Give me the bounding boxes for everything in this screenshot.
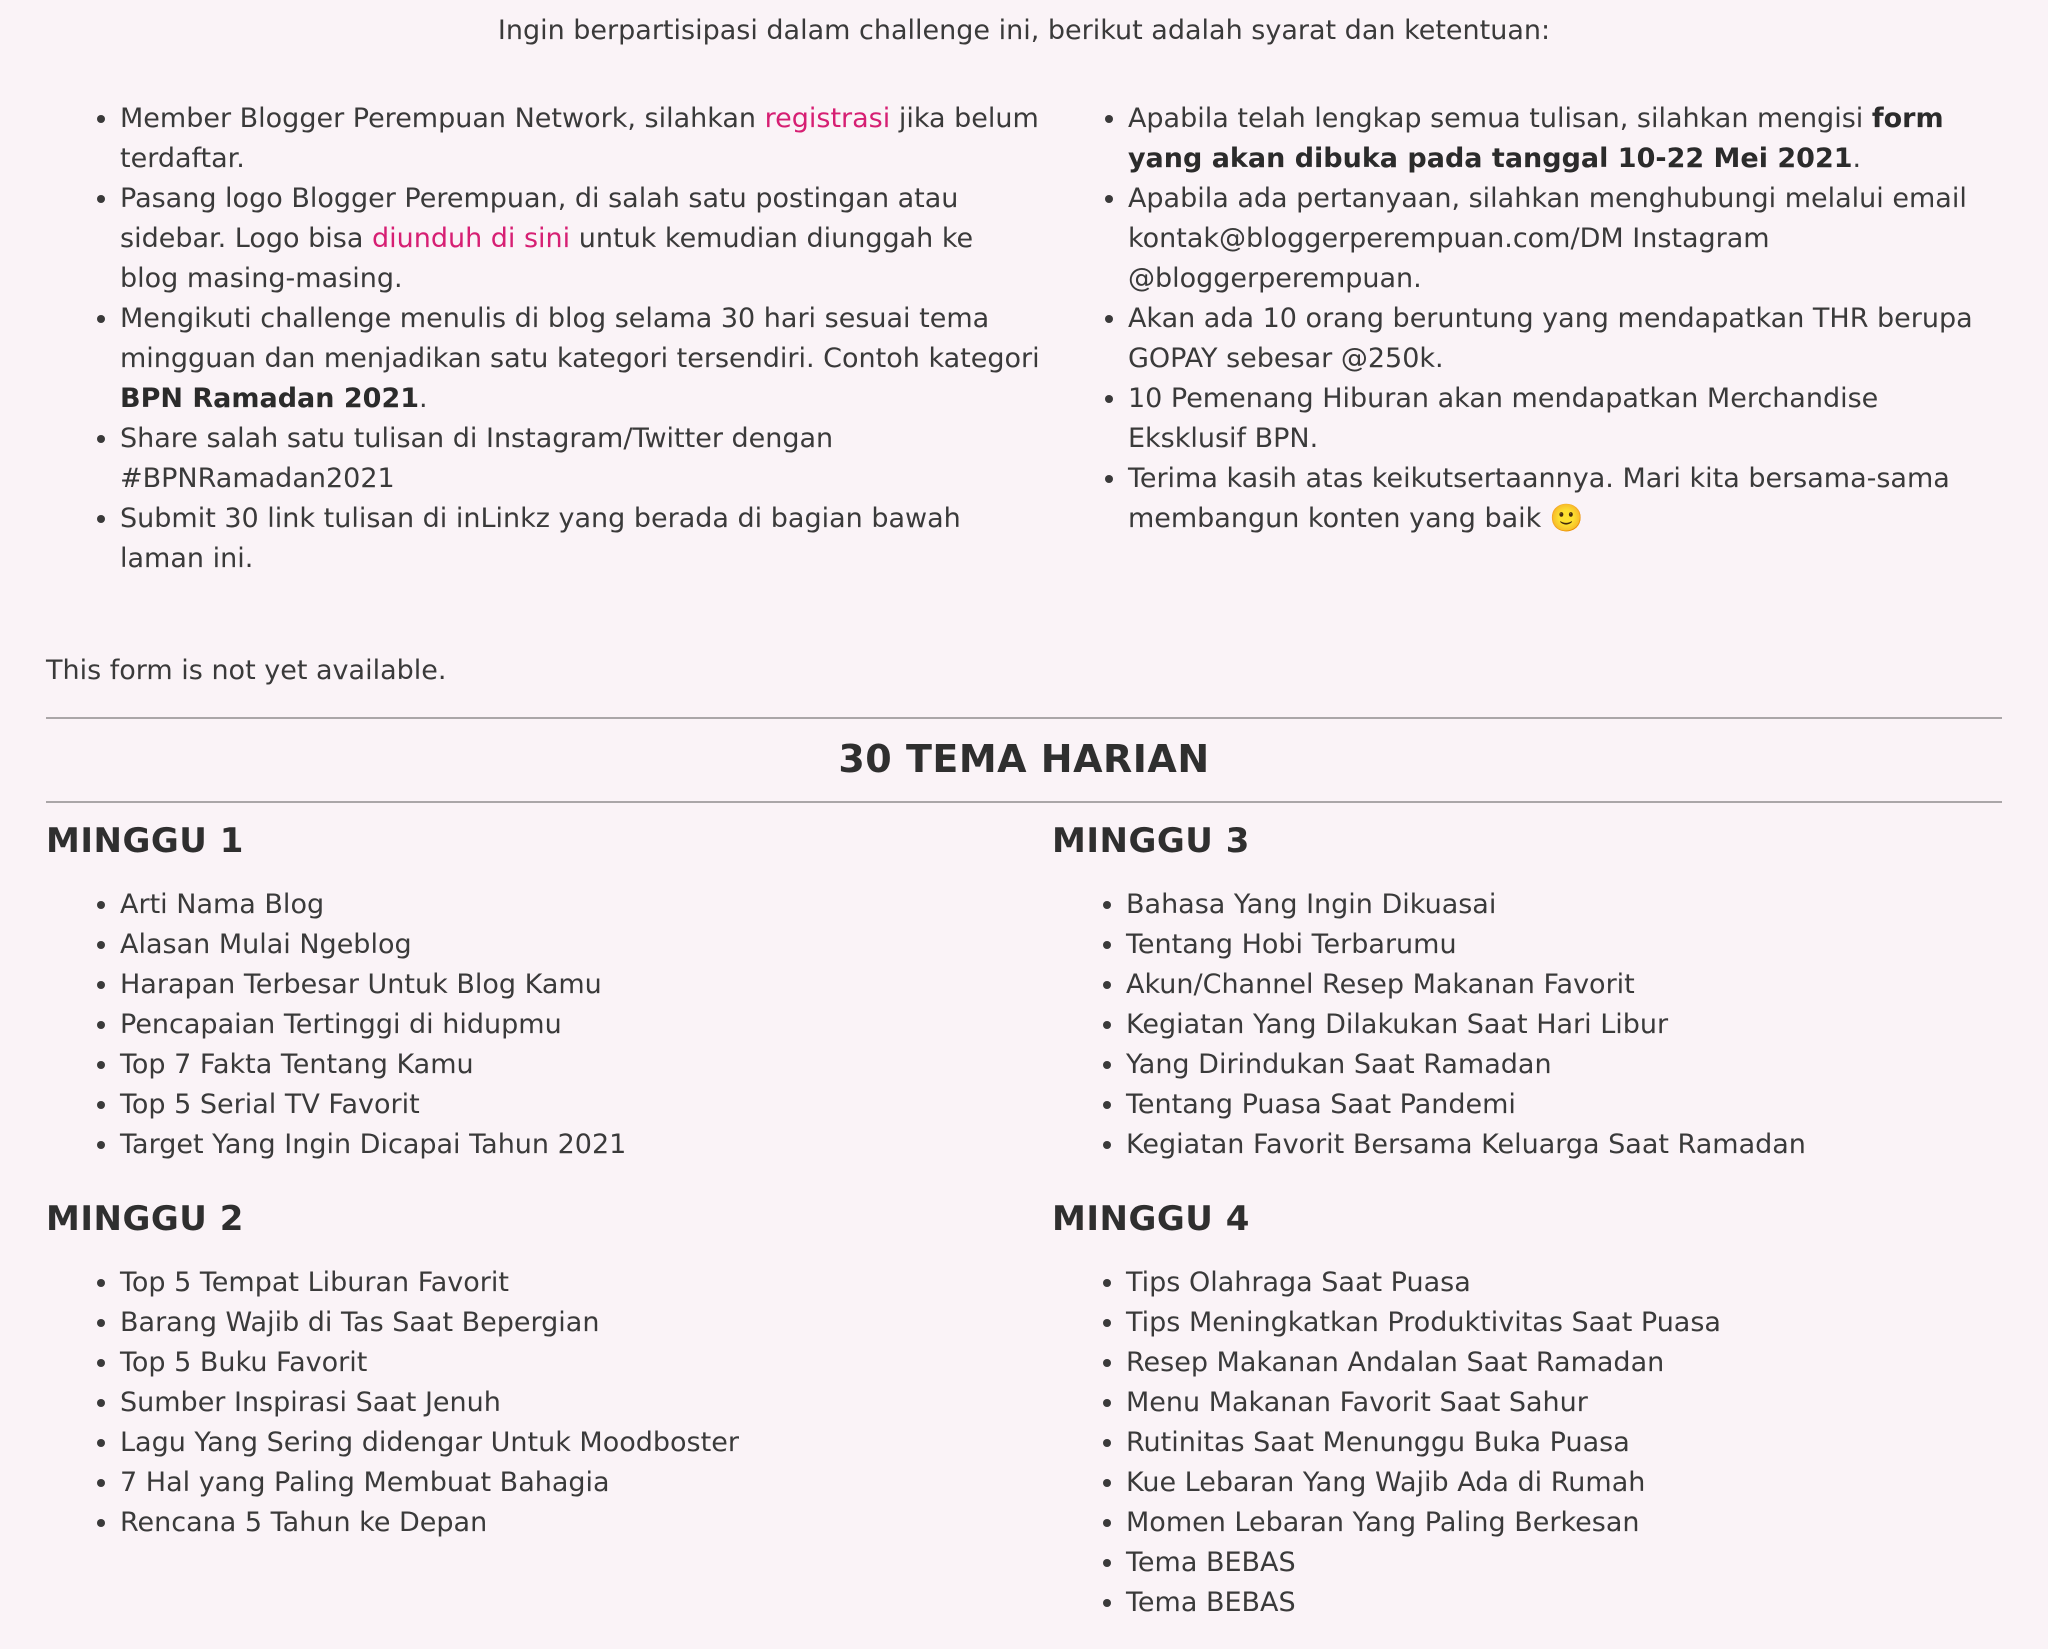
list-item: • Resep Makanan Andalan Saat Ramadan — [1126, 1343, 2002, 1383]
rule-membership: • Member Blogger Perempuan Network, silahkan registrasi jika belum terdaftar. — [120, 99, 1054, 179]
week-2-list — [46, 1263, 1052, 1543]
list-item: • Momen Lebaran Yang Paling Berkesan — [1126, 1503, 2002, 1543]
rule-share: • Share salah satu tulisan di Instagram/Twitter dengan #BPNRamadan2021 — [120, 419, 1054, 499]
list-item: • Tema BEBAS — [1126, 1543, 2002, 1583]
rule-prize-merchandise: • 10 Pemenang Hiburan akan mendapatkan Merchandise Eksklusif BPN. — [1128, 379, 2002, 459]
list-item: • Tentang Puasa Saat Pandemi — [1126, 1085, 2002, 1125]
list-item: • Rencana 5 Tahun ke Depan — [120, 1503, 1052, 1543]
list-item: • Top 5 Buku Favorit — [120, 1343, 1052, 1383]
rule-contact: • Apabila ada pertanyaan, silahkan menghubungi melalui email kontak@bloggerperempuan.com/DM Instagram @bloggerperempuan. — [1128, 179, 2002, 299]
weeks-left-column — [46, 817, 1052, 1623]
week-2 — [46, 1195, 1052, 1543]
week-2-title: MINGGU 2 — [46, 1199, 244, 1239]
list-item: • Tema BEBAS — [1126, 1583, 2002, 1623]
week-4 — [1052, 1195, 2002, 1623]
rule-thanks: • Terima kasih atas keikutsertaannya. Mari kita bersama-sama membangun konten yang baik 🙂 — [1128, 459, 2002, 539]
list-item: • Harapan Terbesar Untuk Blog Kamu — [120, 965, 1052, 1005]
list-item: • Arti Nama Blog — [120, 885, 1052, 925]
list-item: • Top 5 Tempat Liburan Favorit — [120, 1263, 1052, 1303]
week-1 — [46, 817, 1052, 1165]
list-item: • Sumber Inspirasi Saat Jenuh — [120, 1383, 1052, 1423]
list-item: • Tips Olahraga Saat Puasa — [1126, 1263, 2002, 1303]
week-1-list — [46, 885, 1052, 1165]
week-4-list — [1052, 1263, 2002, 1623]
form-date: form yang akan dibuka pada tanggal 10-22 Mei 2021 — [1127, 103, 1944, 174]
registration-link[interactable]: registrasi — [764, 103, 891, 134]
rules-right-list — [1054, 99, 2002, 539]
week-3-list — [1052, 885, 2002, 1165]
rules-left-column — [46, 99, 1054, 579]
list-item: • Barang Wajib di Tas Saat Bepergian — [120, 1303, 1052, 1343]
rule-form: • Apabila telah lengkap semua tulisan, silahkan mengisi form yang akan dibuka pada tanggal 10-22 Mei 2021. — [1128, 99, 2002, 179]
intro-text: Ingin berpartisipasi dalam challenge ini, berikut adalah syarat dan ketentuan: — [497, 15, 1551, 46]
smile-emoji-icon: 🙂 — [1549, 503, 1584, 534]
list-item: • Pencapaian Tertinggi di hidupmu — [120, 1005, 1052, 1045]
list-item: • Yang Dirindukan Saat Ramadan — [1126, 1045, 2002, 1085]
section-title: 30 TEMA HARIAN — [838, 737, 1210, 781]
download-logo-link[interactable]: diunduh di sini — [371, 223, 571, 254]
list-item: • Bahasa Yang Ingin Dikuasai — [1126, 885, 2002, 925]
rule-challenge: • Mengikuti challenge menulis di blog selama 30 hari sesuai tema mingguan dan menjadikan satu kategori tersendiri. Contoh kategori BPN Ramadan 2021. — [120, 299, 1054, 419]
divider-bottom — [46, 801, 2002, 803]
rules-section — [46, 99, 2002, 579]
week-4-title: MINGGU 4 — [1052, 1199, 1250, 1239]
list-item: • Top 7 Fakta Tentang Kamu — [120, 1045, 1052, 1085]
list-item: • Rutinitas Saat Menunggu Buka Puasa — [1126, 1423, 2002, 1463]
weeks-section — [46, 817, 2002, 1623]
list-item: • Top 5 Serial TV Favorit — [120, 1085, 1052, 1125]
list-item: • Alasan Mulai Ngeblog — [120, 925, 1052, 965]
week-1-title: MINGGU 1 — [46, 821, 244, 861]
weeks-right-column — [1052, 817, 2002, 1623]
rules-right-column — [1054, 99, 2002, 579]
week-3 — [1052, 817, 2002, 1165]
list-item: • Kegiatan Yang Dilakukan Saat Hari Libur — [1126, 1005, 2002, 1045]
rule-prize-thr: • Akan ada 10 orang beruntung yang mendapatkan THR berupa GOPAY sebesar @250k. — [1128, 299, 2002, 379]
divider-top — [46, 717, 2002, 719]
list-item: • Menu Makanan Favorit Saat Sahur — [1126, 1383, 2002, 1423]
list-item: • Kegiatan Favorit Bersama Keluarga Saat Ramadan — [1126, 1125, 2002, 1165]
list-item: • Akun/Channel Resep Makanan Favorit — [1126, 965, 2002, 1005]
rules-left-list — [46, 99, 1054, 579]
week-3-title: MINGGU 3 — [1052, 821, 1250, 861]
form-unavailable-note: This form is not yet available. — [46, 655, 447, 686]
list-item: • Target Yang Ingin Dicapai Tahun 2021 — [120, 1125, 1052, 1165]
rule-logo: • Pasang logo Blogger Perempuan, di salah satu postingan atau sidebar. Logo bisa diunduh di sini untuk kemudian diunggah ke blog masing-masing. — [120, 179, 1054, 299]
rule-submit-links: • Submit 30 link tulisan di inLinkz yang berada di bagian bawah laman ini. — [120, 499, 1054, 579]
list-item: • Lagu Yang Sering didengar Untuk Moodboster — [120, 1423, 1052, 1463]
list-item: • Tips Meningkatkan Produktivitas Saat Puasa — [1126, 1303, 2002, 1343]
category-example: BPN Ramadan 2021 — [120, 383, 420, 414]
list-item: • Kue Lebaran Yang Wajib Ada di Rumah — [1126, 1463, 2002, 1503]
list-item: • Tentang Hobi Terbarumu — [1126, 925, 2002, 965]
list-item: • 7 Hal yang Paling Membuat Bahagia — [120, 1463, 1052, 1503]
